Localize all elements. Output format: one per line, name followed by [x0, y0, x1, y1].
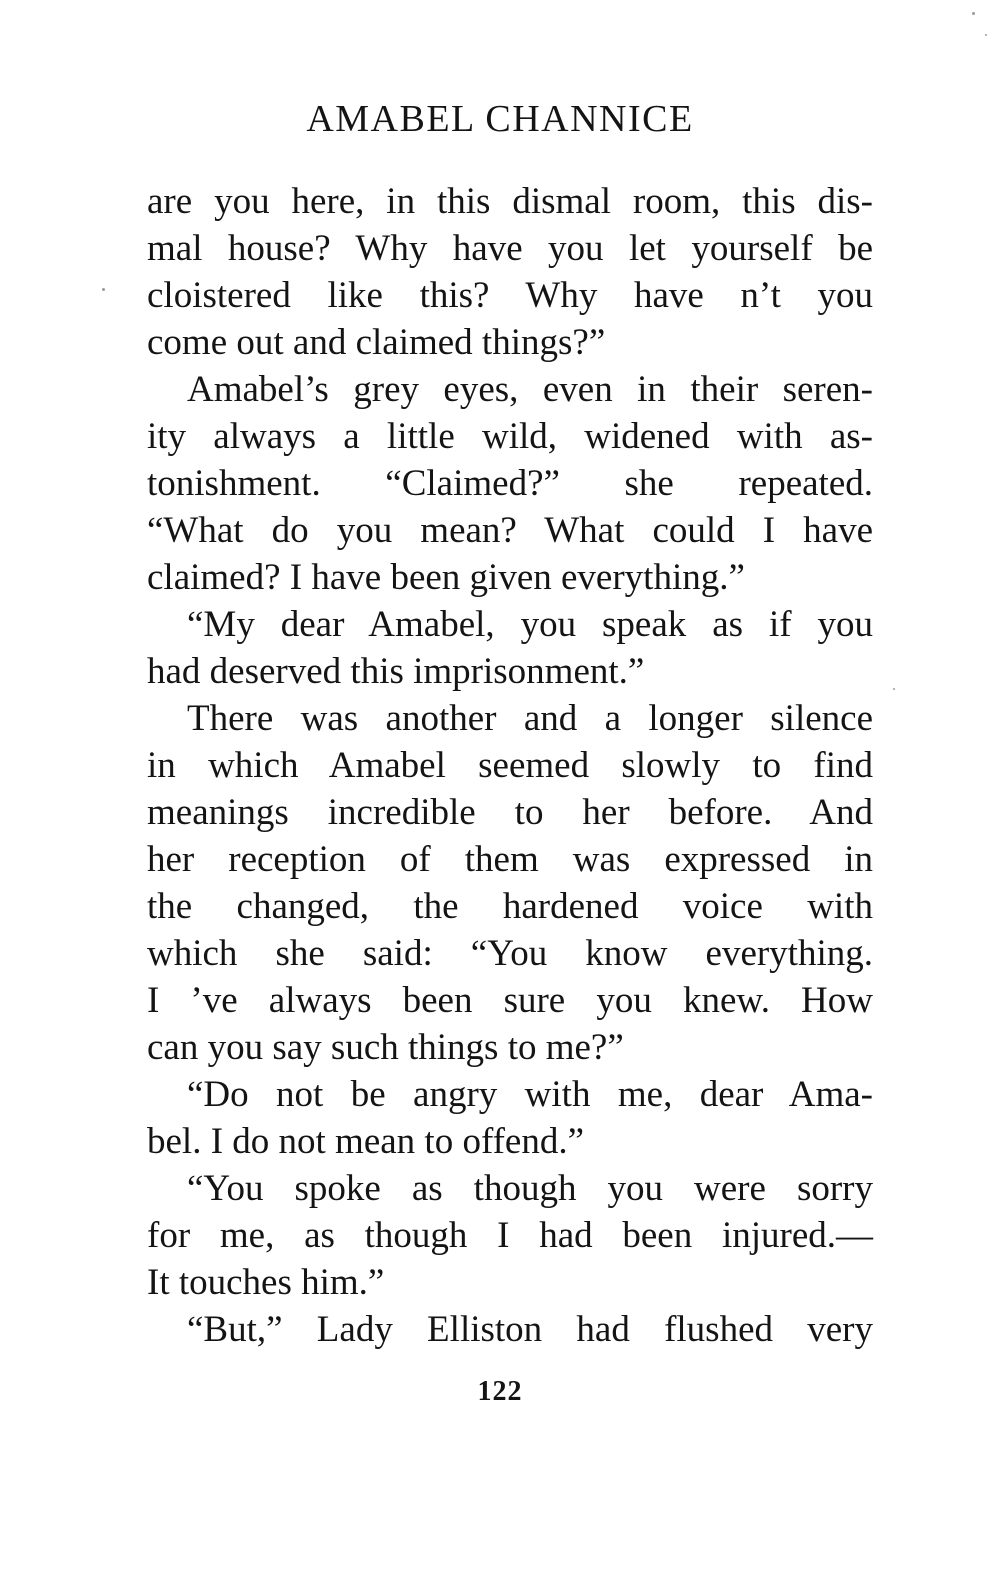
body-text — [147, 178, 873, 1353]
text-line: for me, as though I had been injured.— — [147, 1215, 873, 1256]
text-line: mal house? Why have you let yourself be — [147, 228, 873, 269]
text-line: claimed? I have been given everything.” — [147, 557, 745, 598]
paper-speck — [985, 34, 987, 36]
text-line: had deserved this imprisonment.” — [147, 651, 645, 692]
text-line: in which Amabel seemed slowly to find — [147, 745, 873, 786]
text-line: bel. I do not mean to offend.” — [147, 1121, 585, 1162]
paper-speck — [102, 288, 105, 291]
text-line: are you here, in this dismal room, this dis- — [147, 181, 873, 222]
text-line: ity always a little wild, widened with as- — [147, 416, 873, 457]
text-line: “My dear Amabel, you speak as if you — [187, 604, 873, 645]
text-line: “Do not be angry with me, dear Ama- — [187, 1074, 873, 1115]
text-line: can you say such things to me?” — [147, 1027, 624, 1068]
text-line: come out and claimed things?” — [147, 322, 606, 363]
text-line: I ’ve always been sure you knew. How — [147, 980, 873, 1021]
text-line: “But,” Lady Elliston had flushed very — [187, 1309, 873, 1350]
page-number: 122 — [477, 1376, 523, 1407]
paper-speck — [972, 12, 975, 15]
text-line: meanings incredible to her before. And — [147, 792, 873, 833]
text-line: her reception of them was expressed in — [147, 839, 873, 880]
running-title: AMABEL CHANNICE — [306, 98, 694, 140]
text-line: There was another and a longer silence — [187, 698, 873, 739]
text-line: the changed, the hardened voice with — [147, 886, 873, 927]
text-line: “You spoke as though you were sorry — [187, 1168, 873, 1209]
text-line: tonishment. “Claimed?” she repeated. — [147, 463, 873, 504]
text-line: cloistered like this? Why have n’t you — [147, 275, 873, 316]
paper-speck — [893, 688, 895, 690]
text-line: It touches him.” — [147, 1262, 385, 1303]
text-line: which she said: “You know everything. — [147, 933, 873, 974]
text-line: Amabel’s grey eyes, even in their seren- — [187, 369, 873, 410]
text-line: “What do you mean? What could I have — [147, 510, 873, 551]
